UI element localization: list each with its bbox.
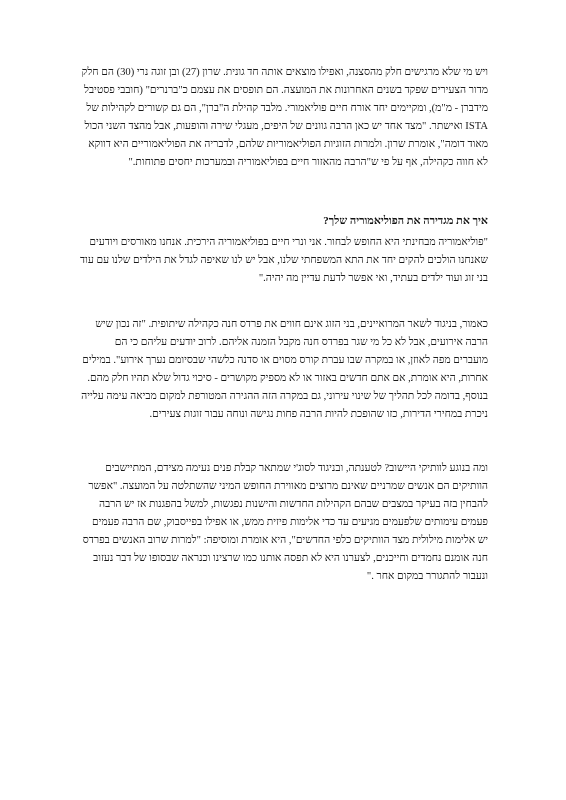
article-paragraph-1: ויש מי שלא מרגישים חלק מהסצנה, ואפילו מוצאים אותה חד גונית. שרון (27) ובן זוגה נרי (30) הם חלק מדור הצעירים שפקד בשנים האחרונות את המועצה. הם תופסים את עצמם כ"ברנרים" (חובבי פסטיבל מידברן - מ"מ), ומקיימים יחד אורח חיים פוליאמורי. מלבד קהילת ה"ברן", הם גם קשורים לקהילות של ISTA ואישתר. "מצד אחד יש כאן הרבה גוונים של היפים, מעגלי שירה והופעות, אבל מהצד השני הכול מאוד דומה", אומרת שרון. ולמרות הזוגיות הפוליאמוריות שלהם, לדבריה את הפוליאמוריים היא דווקא לא חווה כקהילה, אף על פי ש"הרבה מהאזור חיים בפוליאמוריה ובמערכות יחסים פתוחות." bbox=[81, 67, 488, 168]
article-paragraph-2: "פוליאמוריה מבחינתי היא החופש לבחור. אני ונרי חיים בפוליאמוריה הירכית. אנחנו מאורסים ויודעים שאנחנו הולכים להקים יחד את התא המשפחתי שלנו, אבל יש לנו שאיפה לגדל את הילדים שלנו עם עוד בני זוג ועוד ילדים בעתיד, ואי אפשר לדעת עדיין מה יהיה." bbox=[80, 237, 488, 284]
article-paragraph-3: כאמור, בניגוד לשאר המרואיינים, בני הזוג אינם חווים את פרדס חנה כקהילה שיתופית. "זה נכון שיש הרבה אירועים, אבל לא כל מי שגר בפרדס חנה מקבל הזמנה אליהם. לרוב יודעים עליהם כי הם מועברים מפה לאוזן, או במקרה שבו עברת קורס מסוים או סדנה כלשהי שבסיומם נערך אירוע". במילים אחרות, היא אומרת, אם אתם חדשים באזור או לא מספיק מקושרים - סיכוי גדול שלא תהיו חלק מהם. בנוסף, בדומה לכל תהליך של שינוי עירוני, גם במקרה הזה ההגירה המטורפת למקום מביאה עימה עלייה ניכרת במחירי הדירות, כזו שהופכת להיות הרבה פחות נגישה ונוחה עבור זוגות צעירים. bbox=[81, 319, 488, 420]
article-paragraph-4: ומה בנוגע לוותיקי היישוב? לטענתה, ובניגוד לסוג'י שמתאר קבלת פנים נעימה מצידם, המתיישבים הוותיקים הם אנשים שמרניים שאינם מרוצים מאווירת החופש המיני שהשתלטה על המועצה. "אפשר להבחין בזה בעיקר במצבים שבהם הקהילות החדשות והישנות נפגשות, למשל בהפגנות אז יש הרבה פעמים עימותים שלפעמים מגיעים עד כדי אלימות פיזית ממש, או אפילו בפייסבוק, שם הרבה פעמים יש אלימות מילולית מצד הוותיקים כלפי החדשים", היא אומרת ומוסיפה: "למרות שרוב האנשים בפרדס חנה אומנם נחמדים וחייכנים, לצערנו היא לא תפסה אותנו כמו שרצינו וכנראה שבסופו של דבר נעזוב ונעבור להתגורר במקום אחר ." bbox=[82, 463, 488, 582]
section-heading: איך את מגדירה את הפוליאמוריה שלך? bbox=[323, 215, 488, 227]
